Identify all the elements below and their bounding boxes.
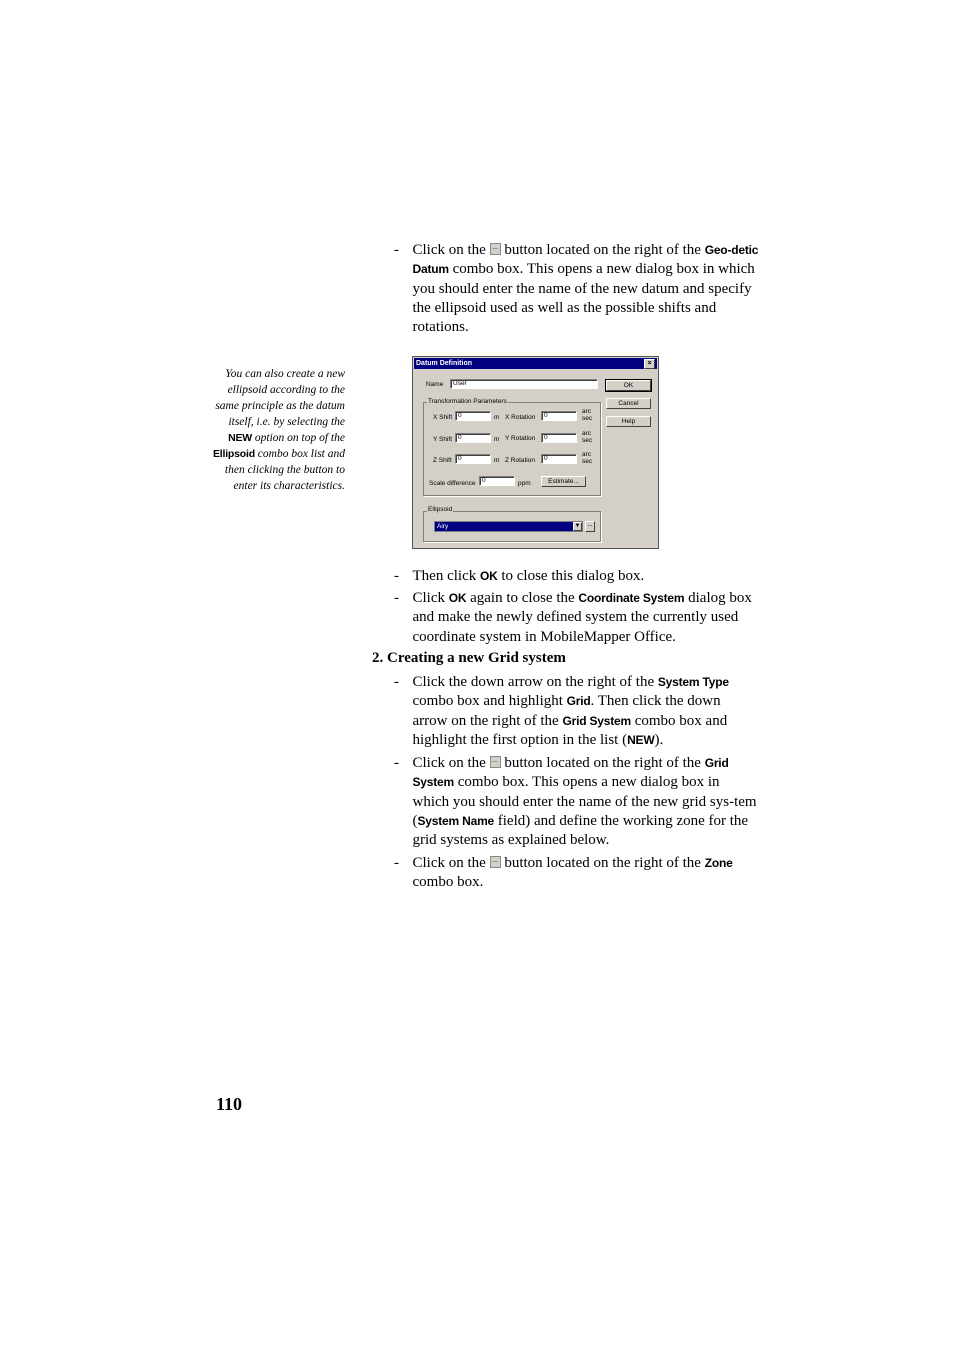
unit-ppm: ppm bbox=[518, 480, 531, 487]
item-text: to close this dialog box. bbox=[497, 568, 645, 584]
item-text: field) and define the working zone for the grid systems as explained below. bbox=[412, 812, 749, 849]
zone-keyword: Zone bbox=[704, 856, 733, 870]
dialog-title: Datum Definition bbox=[416, 360, 472, 367]
list-item bbox=[394, 673, 759, 750]
item-text: dialog box and make the newly defined system the currently used coordinate system in MobileMapper Office. bbox=[412, 590, 752, 645]
list-item bbox=[394, 589, 759, 647]
system-type-keyword: System Type bbox=[657, 675, 729, 689]
ellipsoid-label: Ellipsoid bbox=[428, 506, 453, 513]
item-text: Then click bbox=[412, 568, 480, 584]
list-item bbox=[394, 241, 759, 337]
bullet-dash: - bbox=[394, 568, 399, 584]
item-text: Click on the bbox=[412, 855, 490, 871]
cancel-button[interactable]: Cancel bbox=[606, 398, 651, 409]
system-name-keyword: System Name bbox=[417, 813, 495, 828]
zshift-label: Z Shift bbox=[433, 457, 452, 464]
bullet-dash: - bbox=[394, 855, 399, 871]
grid-system-keyword: Grid System bbox=[412, 756, 729, 790]
item-text: button located on the right of the bbox=[500, 855, 705, 871]
yrotation-label: Y Rotation bbox=[505, 435, 536, 442]
geodetic-datum-keyword: Geo-detic Datum bbox=[412, 243, 759, 277]
scale-difference-label: Scale difference bbox=[429, 480, 476, 487]
item-text: button located on the right of the bbox=[500, 755, 705, 771]
margin-note bbox=[205, 366, 345, 494]
bullet-dash: - bbox=[394, 755, 399, 771]
item-text: ). bbox=[654, 731, 664, 748]
name-field[interactable]: User bbox=[450, 379, 598, 389]
zrotation-label: Z Rotation bbox=[505, 457, 535, 464]
list-item bbox=[394, 567, 759, 586]
item-text: . Then click the down arrow on the right of the bbox=[412, 693, 721, 729]
unit-arc: arc bbox=[582, 430, 592, 437]
yrotation-field[interactable]: 0 bbox=[541, 433, 577, 443]
unit-m: m bbox=[494, 436, 500, 443]
chevron-down-icon[interactable]: ▼ bbox=[574, 523, 581, 529]
item-text: Click on the bbox=[412, 755, 490, 771]
list-item bbox=[394, 754, 759, 850]
ok-button[interactable]: OK bbox=[606, 380, 651, 391]
margin-note-text: You can also create a new ellipsoid according to the same principle as the datum itself, i.e. by selecting the bbox=[215, 368, 345, 428]
unit-sec: sec bbox=[582, 415, 593, 422]
item-text: Click the down arrow on the right of the bbox=[412, 674, 658, 690]
ellipsoid-combo[interactable] bbox=[434, 521, 583, 532]
ellipsis-button-icon: ... bbox=[490, 856, 501, 868]
item-text: again to close the bbox=[466, 590, 579, 606]
margin-note-text: combo box list and then clicking the button to enter its characteristics. bbox=[224, 448, 345, 492]
xshift-label: X Shift bbox=[433, 414, 453, 421]
close-icon[interactable]: × bbox=[644, 359, 655, 369]
ellipsoid-more-button[interactable]: ... bbox=[585, 521, 595, 532]
datum-definition-dialog bbox=[412, 356, 659, 549]
item-text: Click bbox=[412, 590, 449, 606]
bullet-dash: - bbox=[394, 242, 399, 258]
yshift-field[interactable]: 0 bbox=[455, 433, 491, 443]
unit-m: m bbox=[494, 414, 500, 421]
unit-sec: sec bbox=[582, 437, 593, 444]
item-text: combo box and highlight bbox=[412, 693, 567, 710]
help-button[interactable]: Help bbox=[606, 416, 651, 427]
xshift-field[interactable]: 0 bbox=[455, 411, 491, 421]
unit-arc: arc bbox=[582, 408, 592, 415]
unit-m: m bbox=[494, 457, 500, 464]
zshift-field[interactable]: 0 bbox=[455, 454, 491, 464]
name-label: Name bbox=[426, 381, 444, 388]
list-item bbox=[394, 854, 759, 893]
yshift-label: Y Shift bbox=[433, 436, 453, 443]
section-heading: 2. Creating a new Grid system bbox=[372, 650, 566, 666]
item-text: button located on the right of the bbox=[500, 242, 705, 258]
ellipsis-button-icon: ... bbox=[490, 756, 501, 768]
unit-arc: arc bbox=[582, 451, 592, 458]
item-text: combo box and highlight the first option in the list ( bbox=[412, 712, 728, 748]
coordinate-system-keyword: Coordinate System bbox=[578, 591, 685, 605]
dialog-titlebar bbox=[414, 358, 657, 369]
estimate-button[interactable]: Estimate... bbox=[541, 476, 586, 487]
bullet-dash: - bbox=[394, 674, 399, 690]
bullet-dash: - bbox=[394, 590, 399, 606]
new-keyword: NEW bbox=[627, 732, 655, 747]
item-text: combo box. bbox=[412, 874, 484, 891]
item-text: combo box. This opens a new dialog box in which you should enter the name of the new grid sys-tem ( bbox=[412, 774, 757, 829]
ok-keyword: OK bbox=[448, 591, 467, 605]
unit-sec: sec bbox=[582, 458, 593, 465]
ellipsoid-combo-value: Airy bbox=[437, 523, 449, 530]
transformation-label: Transformation Parameters bbox=[428, 398, 507, 405]
item-text: Click on the bbox=[412, 242, 490, 258]
page-number: 110 bbox=[216, 1094, 243, 1114]
ok-keyword: OK bbox=[479, 569, 498, 583]
margin-note-text: option on top of the bbox=[252, 432, 345, 444]
grid-system-keyword: Grid System bbox=[562, 713, 631, 728]
zrotation-field[interactable]: 0 bbox=[541, 454, 577, 464]
xrotation-label: X Rotation bbox=[505, 414, 536, 421]
ellipsis-button-icon: ... bbox=[490, 243, 501, 255]
grid-keyword: Grid bbox=[566, 694, 591, 709]
margin-note-ellipsoid-keyword: Ellipsoid bbox=[212, 448, 255, 460]
scale-difference-field[interactable]: 0 bbox=[479, 476, 515, 486]
xrotation-field[interactable]: 0 bbox=[541, 411, 577, 421]
margin-note-new-keyword: NEW bbox=[228, 432, 253, 444]
item-text: combo box. This opens a new dialog box in which you should enter the name of the new datum and specify the ellipsoid used as well as the possible shifts and rotations. bbox=[412, 261, 755, 336]
